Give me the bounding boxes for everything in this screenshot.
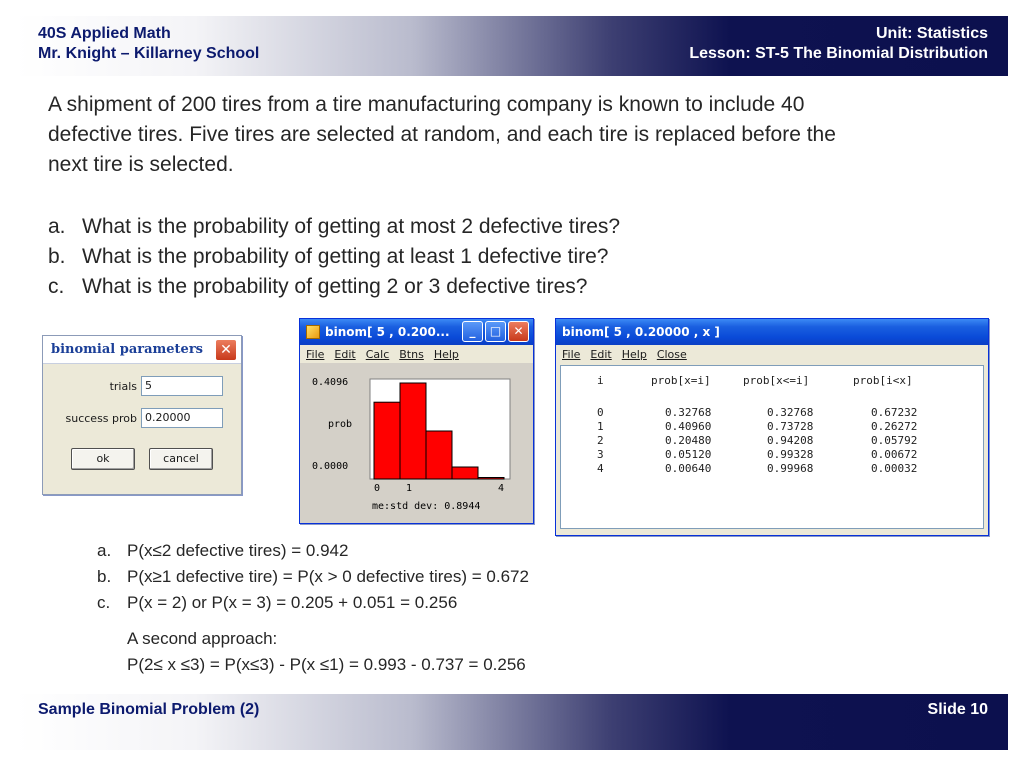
question-item: a. What is the probability of getting at most 2 defective tires? bbox=[48, 215, 621, 238]
column-header: i bbox=[597, 374, 604, 387]
success-prob-row bbox=[51, 408, 235, 428]
trials-row bbox=[51, 376, 235, 396]
y-axis-label: prob bbox=[328, 419, 353, 430]
histogram-title: binom[ 5 , 0.200... bbox=[325, 325, 450, 339]
table-row: 4 0.00640 0.99968 0.00032 bbox=[597, 462, 918, 475]
menu-calc[interactable]: Calc bbox=[365, 347, 390, 361]
answers-list bbox=[97, 538, 817, 616]
slide-footer bbox=[16, 694, 1008, 750]
menu-btns[interactable]: Btns bbox=[399, 347, 424, 361]
app-icon bbox=[306, 325, 320, 339]
column-header: prob[i<x] bbox=[853, 374, 913, 387]
problem-line: A shipment of 200 tires from a tire manufacturing company is known to include 40 bbox=[48, 93, 805, 116]
trials-input[interactable]: 5 bbox=[141, 376, 223, 396]
std-dev-readout: me:std dev: 0.8944 bbox=[372, 501, 481, 512]
answer-item: b. P(x≥1 defective tire) = P(x > 0 defective tires) = 0.672 bbox=[97, 567, 529, 586]
table-header-row bbox=[561, 374, 981, 388]
histogram-menu-bar bbox=[300, 345, 533, 363]
question-item: c. What is the probability of getting 2 or 3 defective tires? bbox=[48, 275, 588, 298]
x-tick-0: 0 bbox=[374, 483, 381, 494]
slide-header bbox=[16, 16, 1008, 76]
histogram-title-bar[interactable] bbox=[300, 319, 533, 345]
table-row: 2 0.20480 0.94208 0.05792 bbox=[597, 434, 918, 447]
probability-table-window bbox=[555, 318, 989, 536]
success-prob-input[interactable]: 0.20000 bbox=[141, 408, 223, 428]
table-row: 0 0.32768 0.32768 0.67232 bbox=[597, 406, 918, 419]
menu-close[interactable]: Close bbox=[656, 347, 687, 361]
second-approach-formula: P(2≤ x ≤3) = P(x≤3) - P(x ≤1) = 0.993 - 0.737 = 0.256 bbox=[127, 655, 526, 674]
second-approach-heading: A second approach: bbox=[127, 629, 278, 648]
histogram-bar-1 bbox=[400, 383, 426, 479]
close-button[interactable]: ✕ bbox=[508, 321, 529, 342]
table-title-bar[interactable] bbox=[556, 319, 988, 345]
unit-title: Unit: Statistics bbox=[875, 25, 988, 42]
y-max-label: 0.4096 bbox=[312, 377, 349, 388]
column-header: prob[x=i] bbox=[651, 374, 711, 387]
histogram-window bbox=[299, 318, 534, 524]
success-prob-label: success prob bbox=[65, 411, 137, 425]
trials-label: trials bbox=[109, 379, 137, 393]
course-title: 40S Applied Math bbox=[38, 25, 171, 42]
histogram-plot-area bbox=[300, 363, 533, 523]
question-item: b. What is the probability of getting at least 1 defective tire? bbox=[48, 245, 609, 268]
menu-help[interactable]: Help bbox=[433, 347, 459, 361]
dialog-title-bar[interactable] bbox=[43, 336, 241, 364]
probability-table bbox=[560, 365, 984, 529]
x-tick-4: 4 bbox=[498, 483, 505, 494]
binomial-parameters-dialog bbox=[42, 335, 242, 495]
histogram-bar-3 bbox=[452, 467, 478, 479]
window-controls bbox=[462, 321, 529, 342]
second-approach bbox=[127, 614, 827, 678]
minimize-button[interactable]: _ bbox=[462, 321, 483, 342]
header-left bbox=[38, 24, 259, 64]
answer-item: a. P(x≤2 defective tires) = 0.942 bbox=[97, 541, 349, 560]
teacher-name: Mr. Knight – Killarney School bbox=[38, 45, 260, 62]
menu-help[interactable]: Help bbox=[621, 347, 647, 361]
table-menu-bar bbox=[556, 345, 988, 363]
histogram-bar-0 bbox=[374, 402, 400, 479]
questions-list bbox=[48, 212, 988, 302]
column-header: prob[x<=i] bbox=[743, 374, 810, 387]
histogram-bar-2 bbox=[426, 431, 452, 479]
histogram-bar-4 bbox=[478, 478, 504, 480]
footer-title: Sample Binomial Problem (2) bbox=[38, 701, 260, 718]
cancel-button[interactable]: cancel bbox=[149, 448, 213, 470]
dialog-close-button[interactable]: ✕ bbox=[215, 339, 237, 361]
y-min-label: 0.0000 bbox=[312, 461, 349, 472]
problem-statement bbox=[48, 90, 988, 180]
menu-edit[interactable]: Edit bbox=[334, 347, 356, 361]
problem-line: next tire is selected. bbox=[48, 153, 234, 176]
answer-item: c. P(x = 2) or P(x = 3) = 0.205 + 0.051 = 0.256 bbox=[97, 593, 458, 612]
dialog-title: binomial parameters bbox=[51, 342, 203, 357]
table-row: 1 0.40960 0.73728 0.26272 bbox=[597, 420, 918, 433]
table-title: binom[ 5 , 0.20000 , x ] bbox=[562, 325, 720, 339]
slide-number: Slide 10 bbox=[927, 701, 988, 718]
ok-button[interactable]: ok bbox=[71, 448, 135, 470]
menu-file[interactable]: File bbox=[306, 347, 325, 361]
menu-file[interactable]: File bbox=[562, 347, 581, 361]
problem-line: defective tires. Five tires are selected at random, and each tire is replaced before the bbox=[48, 123, 836, 146]
table-row: 3 0.05120 0.99328 0.00672 bbox=[597, 448, 918, 461]
maximize-button[interactable]: □ bbox=[485, 321, 506, 342]
histogram-chart bbox=[300, 363, 533, 523]
lesson-title: Lesson: ST-5 The Binomial Distribution bbox=[689, 45, 988, 62]
header-right bbox=[689, 24, 988, 64]
menu-edit[interactable]: Edit bbox=[590, 347, 612, 361]
x-tick-1: 1 bbox=[406, 483, 413, 494]
